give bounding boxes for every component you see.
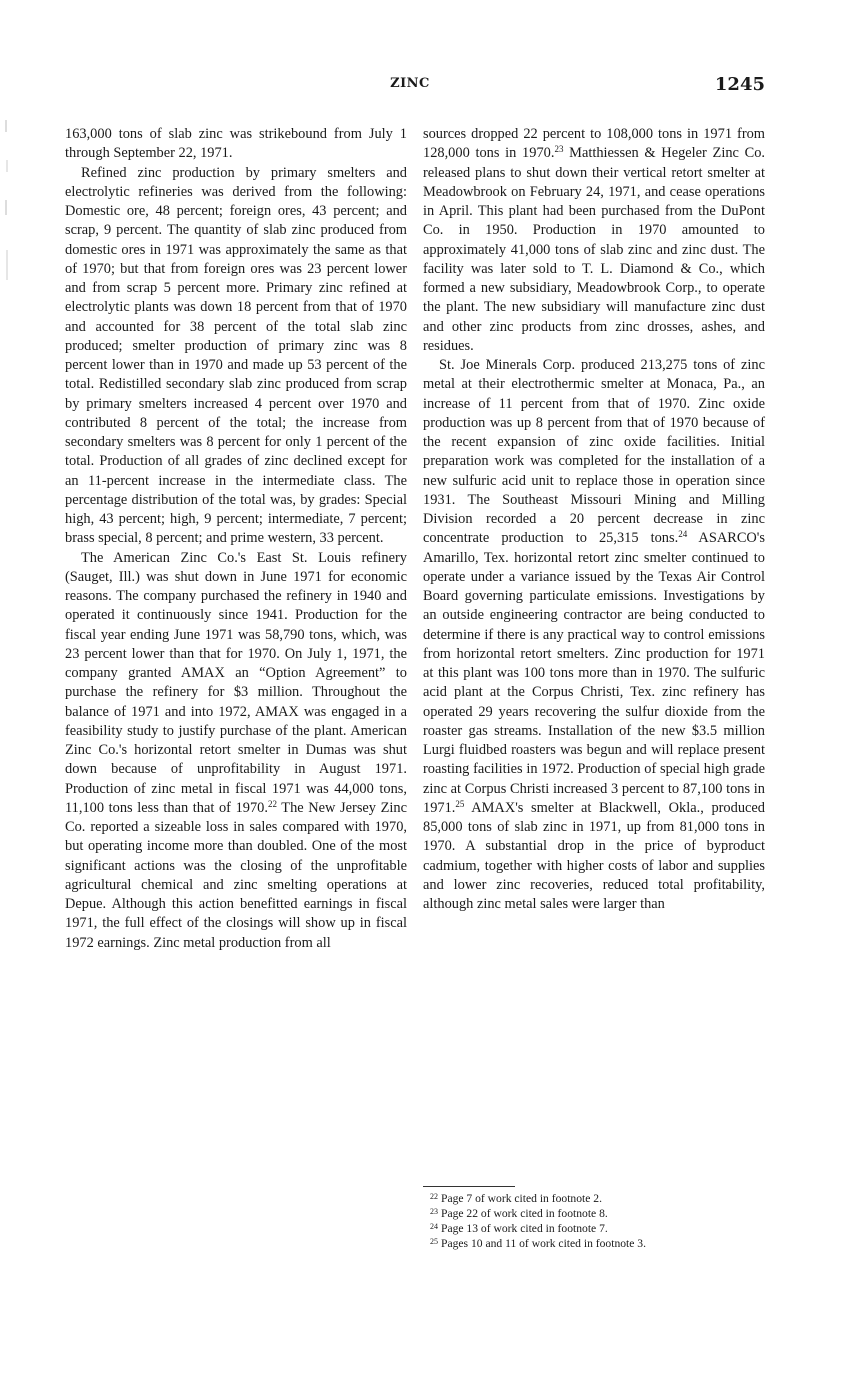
paragraph-text: ASARCO's Amarillo, Tex. horizontal retort zinc smelter continued to operate under a variance issued by the Texas Air Control Board governing particulate emissions. Investigations by an outside engineering contractor are being conducted to determine if there is any practical way to control emissions from horizontal retort smelters. Zinc production for 1971 at this plant was 100 tons more than in 1970. The sulfuric acid plant at the Corpus Christi, Tex. zinc refinery has operated 29 years recovering the sulfur dioxide from the roaster gas streams. Installation of the new $3.5 million Lurgi fluidbed roasters was begun and will replace present roasting facilities in 1972. Production of special high grade zinc at Corpus Christi increased 3 percent to 87,100 tons in 1971. — [423, 530, 766, 816]
left-column — [65, 125, 407, 953]
running-title: ZINC — [390, 76, 430, 91]
footnote-text: Page 13 of work cited in footnote 7. — [441, 1222, 608, 1235]
paragraph-strikebound: 163,000 tons of slab zinc was strikebound from July 1 through September 22, 1971. — [65, 126, 407, 162]
paragraph-text: The American Zinc Co.'s East St. Louis refinery (Sauget, Ill.) was shut down in June 1971 for economic reasons. The company purchased the refinery in 1940 and operated it continuously since 1941. Production for the fiscal year ending June 1971 was 58,790 tons, which, was 23 percent lower than that for 1970. On July 1, 1971, the company granted AMAX an “Option Agreement” to purchase the refinery for $3 million. Throughout the balance of 1971 and into 1972, AMAX was engaged in a feasibility study to justify purchase of the plant. American Zinc Co.'s horizontal retort smelter in Dumas was shut down because of unprofitability in August 1971. Production of zinc metal in fiscal 1971 was 44,000 tons, 11,100 tons less than that of 1970. — [65, 549, 407, 816]
footnote-number: 25 — [430, 1237, 438, 1246]
paragraph-refined-production: Refined zinc production by primary smelters and electrolytic refineries was derived from the following: Domestic ore, 48 percent; foreign ores, 43 percent; and scrap, 9 percent. The quantity of slab zinc produced from domestic ores in 1971 was approximately the same as that of 1970; but that from foreign ores was 23 percent lower and from scrap 5 percent more. Primary zinc refined at electrolytic plants was down 18 percent from that of 1970 and accounted for 38 percent of the total slab zinc produced; smelter production of primary zinc was 8 percent lower than in 1970 and made up 53 percent of the total. Redistilled secondary slab zinc produced from scrap by primary smelters increased 4 percent over 1970 and contributed 8 percent of the total; the increase from secondary smelters was 8 percent for only 1 percent of the total. Production of all grades of zinc declined except for an 11-percent increase in the intermediate class. The percentage distribution of the total was, by grades: Special high, 43 percent; high, 9 percent; intermediate, 7 percent; brass special, 8 percent; and prime western, 33 percent. — [65, 164, 407, 547]
page-header — [0, 70, 865, 104]
footnote-text: Pages 10 and 11 of work cited in footnote 3. — [441, 1237, 646, 1250]
footnote-ref: 24 — [678, 529, 688, 540]
paragraph-st-joe — [423, 356, 765, 914]
footnote-number: 24 — [430, 1222, 438, 1231]
footnote — [430, 1190, 770, 1205]
paragraph-text: AMAX's smelter at Blackwell, Okla., produced 85,000 tons of slab zinc in 1971, up from 81,000 tons in 1970. A substantial drop in the price of byproduct cadmium, together with higher costs of labor and supplies and lower zinc recoveries, reduced total profitability, although zinc metal sales were larger than — [423, 799, 765, 912]
footnote-number: 22 — [430, 1192, 438, 1201]
footnote-number: 23 — [430, 1207, 438, 1216]
footnote-text: Page 22 of work cited in footnote 8. — [441, 1207, 608, 1220]
footnote-ref: 22 — [267, 798, 277, 809]
paragraph-text: sources dropped 22 percent to 108,000 tons in 1971 from 128,000 tons in 1970. — [423, 126, 765, 162]
footnote-ref: 25 — [455, 798, 465, 809]
footnote-text: Page 7 of work cited in footnote 2. — [441, 1192, 602, 1205]
footnote — [430, 1220, 770, 1235]
page-number: 1245 — [714, 74, 765, 95]
margin-scan-marks — [4, 120, 10, 300]
footnote-divider — [423, 1186, 515, 1187]
footnote — [430, 1205, 770, 1220]
paragraph-meadowbrook — [423, 125, 765, 356]
paragraph-text: St. Joe Minerals Corp. produced 213,275 tons of zinc metal at their electrothermic smelter at Monaca, Pa., an increase of 11 percent from that of 1970. Zinc oxide production was up 8 percent from that of 1970 because of the recent expansion of zinc oxide facilities. Initial preparation work was completed for the installation of a new sulfuric acid unit to replace those in operation since 1931. The Southeast Missouri Mining and Milling Division recorded a 20 percent decrease in zinc concentrate production to 25,315 tons. — [423, 357, 765, 547]
paragraph-american-zinc — [65, 549, 407, 953]
right-column — [423, 125, 765, 914]
footnote — [430, 1235, 770, 1250]
paragraph-text: Matthiessen & Hegeler Zinc Co. released plans to shut down their vertical retort smelter at Meadowbrook on February 24, 1971, and cease operations in April. This plant had been purchased from the DuPont Co. in 1950. Production in 1970 amounted to approximately 41,000 tons of slab zinc and zinc dust. The facility was later sold to T. L. Diamond & Co., which formed a new subsidiary, Meadowbrook Corp., to operate the plant. The new subsidiary will manufacture zinc dust and other zinc products from zinc drosses, ashes, and residues. — [423, 145, 766, 354]
footnote-ref: 23 — [554, 144, 564, 155]
paragraph-text: The New Jersey Zinc Co. reported a sizeable loss in sales compared with 1970, but operating income more than doubled. One of the most significant actions was the closing of the unprofitable agricultural chemical and zinc smelting operations at Depue. Although this action benefitted earnings in fiscal 1971, the full effect of the closings will show up in fiscal 1972 earnings. Zinc metal production from all — [65, 799, 407, 951]
footnotes — [430, 1190, 770, 1250]
